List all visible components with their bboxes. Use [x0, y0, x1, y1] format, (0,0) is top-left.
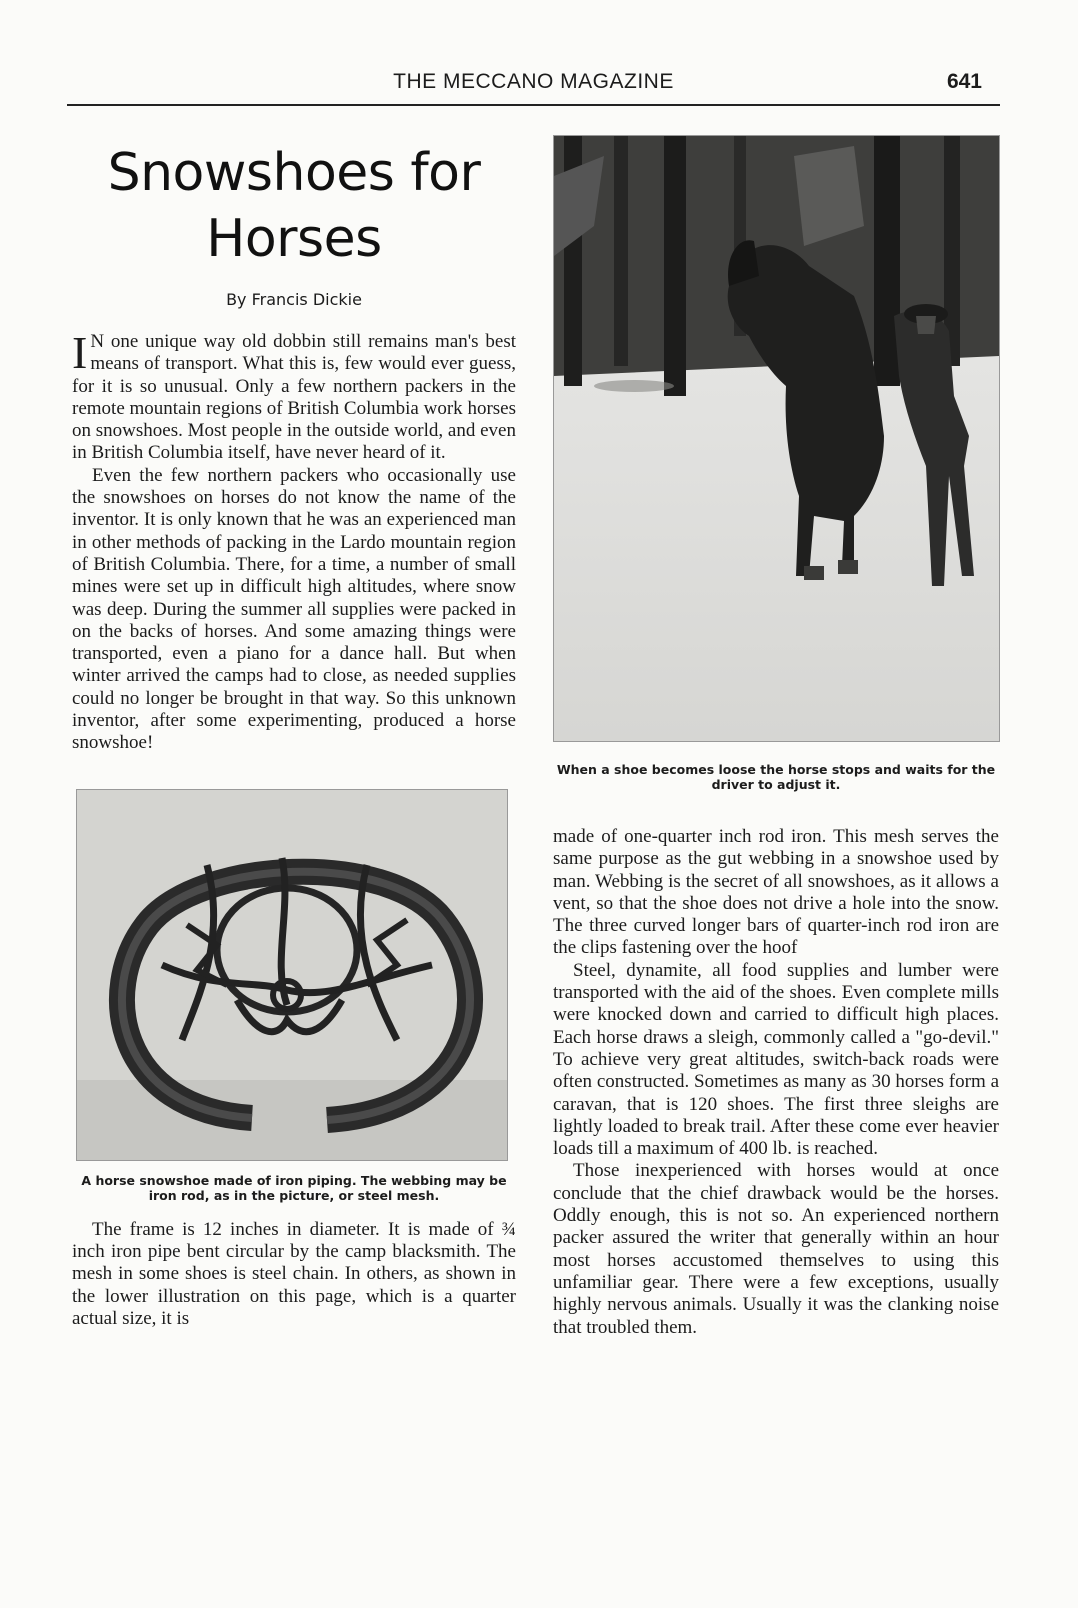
- article-title: [72, 140, 516, 272]
- paragraph: Steel, dynamite, all food supplies and lumber were transported with the aid of the shoes. Even complete mills were knocked down and carried to difficult high places. Each horse draws a sleigh, commonly called a "go-devil." To achieve very great altitudes, switch-back roads were often constructed. Sometimes as many as 30 horses form a caravan, that is 120 shoes. The first three sleighs are lightly loaded to break trail. After these come ever heavier loads till a maximum of 400 lb. is reached.: [553, 959, 999, 1160]
- right-body-text: [553, 826, 999, 1339]
- horse-and-driver-illustration: [554, 136, 999, 741]
- snowshoe-photo: [76, 789, 508, 1161]
- snowshoe-photo-caption: A horse snowshoe made of iron piping. The webbing may be iron rod, as in the picture, or steel mesh.: [81, 1172, 507, 1203]
- drop-cap: I: [72, 327, 88, 378]
- magazine-title: THE MECCANO MAGAZINE: [393, 70, 674, 93]
- snowshoe-illustration: [77, 790, 507, 1160]
- byline: By Francis Dickie: [226, 290, 362, 309]
- left-column: [72, 140, 516, 1330]
- article-title-line2: Horses: [206, 209, 382, 269]
- paragraph: Those inexperienced with horses would at once conclude that the chief drawback would be the horses. Oddly enough, this is not so. An experienced northern packer assured the writer that generally within an hour most horses accustomed themselves to using this unfamiliar gear. There were a few exceptions, usually highly nervous animals. Usually it was the clanking noise that troubled them.: [553, 1160, 999, 1338]
- paragraph: [72, 327, 516, 465]
- article-title-line1: Snowshoes for: [107, 143, 481, 203]
- horse-photo: [553, 135, 1000, 742]
- left-body-text-2: [72, 1219, 516, 1330]
- paragraph: The frame is 12 inches in diameter. It is made of ¾ inch iron pipe bent circular by the camp blacksmith. The mesh in some shoes is steel chain. In others, as shown in the lower illustration on this page, which is a quarter actual size, it is: [72, 1218, 516, 1329]
- page-number: 641: [946, 70, 982, 93]
- left-body-text: [72, 327, 516, 755]
- page-header: [67, 68, 1000, 106]
- horse-photo-caption: When a shoe becomes loose the horse stops and waits for the driver to adjust it.: [556, 762, 996, 792]
- right-column: [553, 135, 999, 1339]
- paragraph: Even the few northern packers who occasionally use the snowshoes on horses do not know the name of the inventor. It is only known that he was an experienced man in other methods of packing in the Lardo mountain region of British Columbia. There, for a time, a number of small mines were set up in difficult high altitudes, where snow was deep. During the summer all supplies were packed in on the backs of horses. And some amazing things were transported, even a piano for a dance hall. But when winter arrived the camps had to close, as needed supplies could no longer be brought in that way. So this unknown inventor, after some experimenting, produced a horse snowshoe!: [72, 464, 516, 754]
- paragraph: made of one-quarter inch rod iron. This mesh serves the same purpose as the gut webbing in a snowshoe used by man. Webbing is the secret of all snowshoes, as it allows a vent, so that the shoe does not drive a hole into the snow. The three curved longer bars of quarter-inch rod iron are the clips fastening over the hoof: [553, 826, 999, 959]
- paragraph-text: N one unique way old dobbin still remains man's best means of transport. What this is, few would ever guess, for it is so unusual. Only a few northern packers in the remote mountain regions of British Columbia work horses on snowshoes. Most people in the outside world, and even in British Columbia itself, have never heard of it.: [72, 331, 516, 464]
